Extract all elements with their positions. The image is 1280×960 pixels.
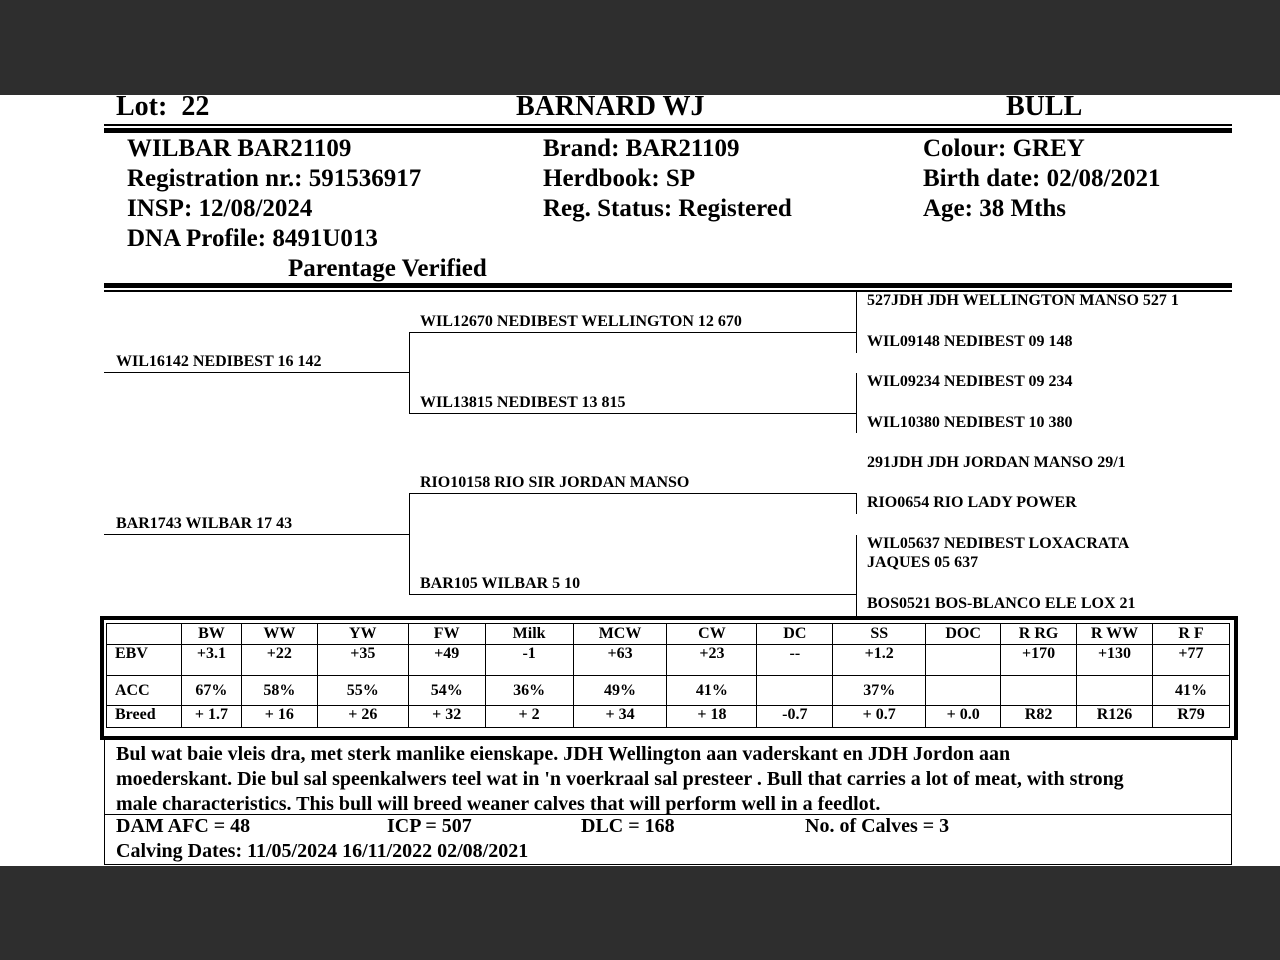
ebv-cell: + 0.7	[833, 706, 926, 728]
ebv-cell: --	[757, 645, 833, 676]
ebv-cell: 36%	[485, 676, 573, 706]
pedigree-dam: BAR1743 WILBAR 17 43	[116, 515, 293, 532]
ebv-cell: 58%	[241, 676, 317, 706]
ebv-col-header: R RG	[1001, 624, 1077, 645]
ebv-cell: +49	[408, 645, 485, 676]
calving-footer	[104, 814, 1232, 865]
description-box	[104, 738, 1232, 815]
ebv-cell	[926, 676, 1001, 706]
colour: Colour: GREY	[923, 135, 1085, 162]
ebv-cell: -1	[485, 645, 573, 676]
description-line: male characteristics. This bull will breed weaner calves that will perform well in a feedlot.	[116, 793, 881, 815]
pedigree-g3-8: BOS0521 BOS-BLANCO ELE LOX 21	[867, 595, 1136, 612]
ebv-col-header: BW	[181, 624, 241, 645]
ebv-cell: +63	[573, 645, 667, 676]
ebv-cell	[1077, 676, 1153, 706]
pedigree-g3-6: RIO0654 RIO LADY POWER	[867, 494, 1077, 511]
ebv-cell	[926, 645, 1001, 676]
g3-bracket-1	[856, 292, 857, 353]
ebv-cell: + 18	[667, 706, 757, 728]
ebv-cell: + 2	[485, 706, 573, 728]
insp-date: INSP: 12/08/2024	[127, 195, 313, 222]
dam-afc: DAM AFC = 48	[116, 815, 251, 837]
dna-profile: DNA Profile: 8491U013	[127, 225, 378, 252]
info-rule-thick	[104, 283, 1232, 288]
description-line: Bul wat baie vleis dra, met sterk manlike eienskape. JDH Wellington aan vaderskant en JDH Jordon aan	[116, 743, 1011, 765]
dam-sire-line	[409, 493, 856, 494]
ebv-cell: + 32	[408, 706, 485, 728]
ebv-cell: +130	[1077, 645, 1153, 676]
animal-info-middle	[543, 134, 792, 224]
ebv-col-header: DC	[757, 624, 833, 645]
ebv-cell: 54%	[408, 676, 485, 706]
ebv-cell: + 1.7	[181, 706, 241, 728]
ebv-col-header: DOC	[926, 624, 1001, 645]
ebv-col-header	[107, 624, 182, 645]
pedigree-dam-dam: BAR105 WILBAR 5 10	[420, 575, 581, 592]
pedigree-g3-7-cont: JAQUES 05 637	[867, 554, 979, 571]
dam-dam-line	[409, 594, 856, 595]
ebv-cell: -0.7	[757, 706, 833, 728]
pedigree-g3-1: 527JDH JDH WELLINGTON MANSO 527 1	[867, 292, 1179, 309]
registration-number: Registration nr.: 591536917	[127, 165, 422, 192]
ebv-cell: 55%	[317, 676, 408, 706]
ebv-cell: +1.2	[833, 645, 926, 676]
lot-number: 22	[181, 91, 210, 122]
ebv-cell	[757, 676, 833, 706]
pedigree-sire-dam: WIL13815 NEDIBEST 13 815	[420, 394, 626, 411]
sire-bracket	[409, 332, 410, 414]
ebv-cell: + 0.0	[926, 706, 1001, 728]
ebv-col-header: YW	[317, 624, 408, 645]
animal-info-right	[923, 134, 1161, 224]
animal-sex: BULL	[1006, 91, 1083, 122]
g3-bracket-4	[856, 535, 857, 616]
pedigree-g3-7: WIL05637 NEDIBEST LOXACRATA	[867, 535, 1130, 552]
number-of-calves: No. of Calves = 3	[805, 815, 950, 837]
ebv-cell: +35	[317, 645, 408, 676]
ebv-cell: R79	[1152, 706, 1229, 728]
herdbook: Herdbook: SP	[543, 165, 696, 192]
lot-document	[0, 91, 1280, 866]
sire-line	[104, 372, 409, 373]
ebv-col-header: FW	[408, 624, 485, 645]
ebv-cell: 49%	[573, 676, 667, 706]
ebv-cell: 41%	[667, 676, 757, 706]
header-rule-thin	[104, 124, 1232, 126]
ebv-cell: 67%	[181, 676, 241, 706]
animal-info-left	[127, 134, 487, 284]
ebv-cell: +22	[241, 645, 317, 676]
ebv-cell: R82	[1001, 706, 1077, 728]
ebv-cell: + 34	[573, 706, 667, 728]
ebv-row	[107, 645, 1230, 676]
ebv-cell: EBV	[107, 645, 182, 676]
animal-name: WILBAR BAR21109	[127, 135, 352, 162]
icp: ICP = 507	[387, 815, 472, 837]
age: Age: 38 Mths	[923, 195, 1067, 222]
calving-dates: Calving Dates: 11/05/2024 16/11/2022 02/08/2021	[116, 840, 529, 862]
ebv-cell: +3.1	[181, 645, 241, 676]
header-rule-thick	[104, 128, 1232, 133]
g3-bracket-2	[856, 373, 857, 433]
brand: Brand: BAR21109	[543, 135, 740, 162]
pedigree-sire-sire: WIL12670 NEDIBEST WELLINGTON 12 670	[420, 313, 742, 330]
parentage-status: Parentage Verified	[288, 255, 487, 282]
lot-label-text: Lot:	[116, 91, 168, 122]
sire-sire-line	[409, 332, 856, 333]
ebv-cell: 41%	[1152, 676, 1229, 706]
g3-bracket-3	[856, 493, 857, 514]
ebv-col-header: R F	[1152, 624, 1229, 645]
registration-status: Reg. Status: Registered	[543, 195, 792, 222]
ebv-cell: + 26	[317, 706, 408, 728]
ebv-col-header: MCW	[573, 624, 667, 645]
description-line: moederskant. Die bul sal speenkalwers teel wat in 'n voerkraal sal presteer . Bull that carries a lot of meat, with strong	[116, 768, 1124, 790]
ebv-col-header: WW	[241, 624, 317, 645]
ebv-cell: +77	[1152, 645, 1229, 676]
dam-bracket	[409, 493, 410, 595]
ebv-table	[106, 623, 1230, 728]
pedigree-g3-3: WIL09234 NEDIBEST 09 234	[867, 373, 1073, 390]
ebv-cell: + 16	[241, 706, 317, 728]
dlc: DLC = 168	[581, 815, 675, 837]
ebv-cell: 37%	[833, 676, 926, 706]
ebv-cell	[1001, 676, 1077, 706]
ebv-cell: Breed	[107, 706, 182, 728]
pedigree-dam-sire: RIO10158 RIO SIR JORDAN MANSO	[420, 474, 690, 491]
dam-line	[104, 534, 409, 535]
ebv-col-header: R WW	[1077, 624, 1153, 645]
ebv-cell: +170	[1001, 645, 1077, 676]
birth-date: Birth date: 02/08/2021	[923, 165, 1161, 192]
ebv-col-header: CW	[667, 624, 757, 645]
pedigree-g3-2: WIL09148 NEDIBEST 09 148	[867, 333, 1073, 350]
ebv-cell: +23	[667, 645, 757, 676]
pedigree-sire: WIL16142 NEDIBEST 16 142	[116, 353, 322, 370]
pedigree-g3-4: WIL10380 NEDIBEST 10 380	[867, 414, 1073, 431]
ebv-col-header: SS	[833, 624, 926, 645]
ebv-cell: ACC	[107, 676, 182, 706]
sire-dam-line	[409, 413, 856, 414]
ebv-header-row	[107, 624, 1230, 645]
breeder-name: BARNARD WJ	[516, 91, 705, 122]
breed-row	[107, 706, 1230, 728]
lot-label	[116, 91, 209, 123]
acc-row	[107, 676, 1230, 706]
pedigree-g3-5: 291JDH JDH JORDAN MANSO 29/1	[867, 454, 1126, 471]
ebv-col-header: Milk	[485, 624, 573, 645]
ebv-cell: R126	[1077, 706, 1153, 728]
